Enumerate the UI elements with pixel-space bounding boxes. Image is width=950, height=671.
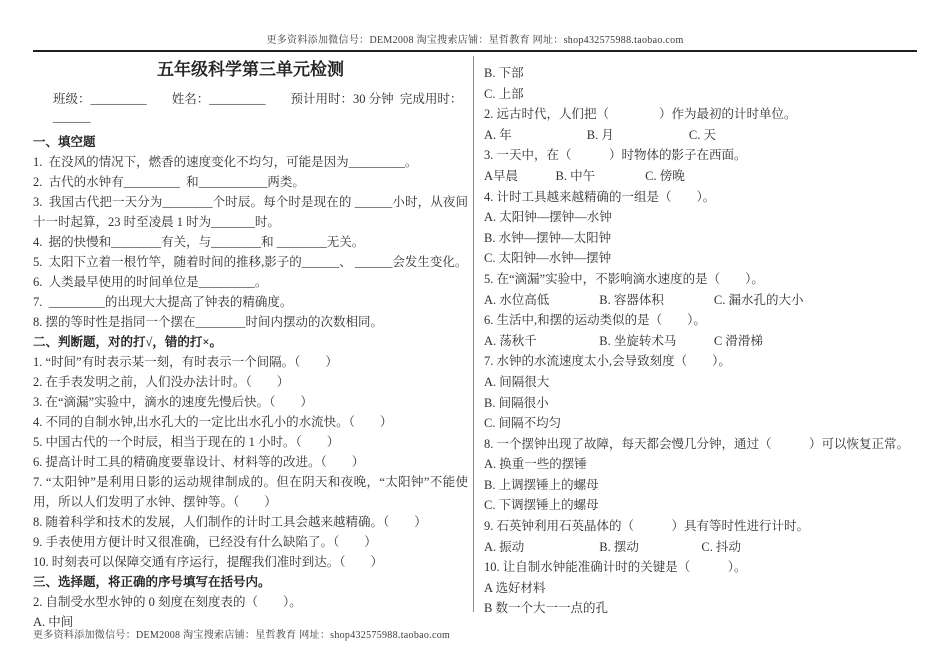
section-heading: 一、填空题 (33, 135, 96, 149)
question-line: 1. 在没风的情况下，燃香的速度变化不均匀，可能是因为_________。 (33, 155, 418, 169)
question-line: 3. 一天中，在（ ）时物体的影子在西面。 (484, 148, 747, 163)
question-line: 4. 不同的自制水钟,出水孔大的一定比出水孔小的水流快。（ ） (33, 415, 393, 429)
promo-footer: 更多资料添加微信号：DEM2008 淘宝搜索店铺：星哲教育 网址：shop432575988.taobao.com (33, 630, 451, 641)
promo-header: 更多资料添加微信号：DEM2008 淘宝搜索店铺：星哲教育 网址：shop432575988.taobao.com (266, 35, 684, 46)
question-line: B. 间隔很小 (484, 395, 549, 410)
question-line: C. 下调摆锤上的螺母 (484, 498, 599, 513)
question-line: A. 年 B. 月 C. 天 (484, 127, 716, 142)
section-heading: 二、判断题，对的打√，错的打×。 (33, 335, 222, 349)
question-line: A. 中间 (33, 615, 74, 629)
question-line: 8. 一个摆钟出现了故障，每天都会慢几分钟，通过（ ）可以恢复正常。 (484, 436, 910, 451)
question-line: 7. “太阳钟”是利用日影的运动规律制成的。但在阴天和夜晚，“太阳钟”不能使用，所以人们发明了水钟、摆钟等。（ ） (33, 475, 468, 509)
question-line: 2. 自制受水型水钟的 0 刻度在刻度表的（ ）。 (33, 595, 302, 609)
student-info-line: 班级：_________ 姓名：_________ 预计用时：30 分钟 完成用时：______ (53, 92, 463, 124)
question-line: A. 换重一些的摆锤 (484, 457, 587, 472)
question-line: A早晨 B. 中午 C. 傍晚 (484, 168, 685, 183)
question-line: 6. 生活中,和摆的运动类似的是（ ）。 (484, 313, 706, 328)
question-line: 8. 摆的等时性是指同一个摆在________时间内摆动的次数相同。 (33, 315, 384, 329)
question-line: 4. 计时工具越来越精确的一组是（ ）。 (484, 189, 716, 204)
question-line: 6. 提高计时工具的精确度要靠设计、材料等的改进。（ ） (33, 455, 365, 469)
question-line: 10. 让自制水钟能准确计时的关键是（ ）。 (484, 560, 747, 575)
question-line: A 选好材料 (484, 580, 546, 595)
question-line: 2. 古代的水钟有_________ 和___________两类。 (33, 175, 305, 189)
question-line: A. 荡秋千 B. 坐旋转术马 C 滑滑梯 (484, 333, 763, 348)
question-line: C. 太阳钟—水钟—摆钟 (484, 251, 612, 266)
question-line: 3. 我国古代把一天分为________个时辰。每个时是现在的 ______小时，从夜间十一时起算，23 时至凌晨 1 时为_______时。 (33, 195, 468, 229)
exam-right-column (474, 56, 917, 616)
question-line: B. 下部 (484, 66, 524, 80)
question-line: B 数一个大一一点的孔 (484, 601, 608, 616)
question-line: 4. 据的快慢和________有关，与________和 ________无关。 (33, 235, 365, 249)
question-line: 7. _________的出现大大提高了钟表的精确度。 (33, 295, 293, 309)
question-line: 9. 手表使用方便计时又很准确，已经没有什么缺陷了。（ ） (33, 535, 377, 549)
question-line: A. 太阳钟—摆钟—水钟 (484, 210, 612, 225)
question-line: 5. 在“滴漏”实验中，不影响滴水速度的是（ ）。 (484, 271, 764, 286)
section-heading: 三、选择题，将正确的序号填写在括号内。 (33, 575, 271, 589)
question-line: C. 间隔不均匀 (484, 416, 562, 431)
question-line: A. 振动 B. 摆动 C. 抖动 (484, 539, 741, 554)
question-line: 5. 中国古代的一个时辰，相当于现在的 1 小时。（ ） (33, 435, 340, 449)
question-line: 2. 在手表发明之前，人们没办法计时。（ ） (33, 375, 290, 389)
question-line: B. 水钟—摆钟—太阳钟 (484, 230, 612, 245)
question-line: 9. 石英钟利用石英晶体的（ ）具有等时性进行计时。 (484, 519, 810, 534)
right-question-list (484, 63, 917, 619)
question-line: 7. 水钟的水流速度太小,会导致刻度（ ）。 (484, 354, 731, 369)
question-line: B. 上调摆锤上的螺母 (484, 477, 599, 492)
question-line: 5. 太阳下立着一根竹竿，随着时间的推移,影子的______、 ______会发生变化。 (33, 255, 468, 269)
question-line: 8. 随着科学和技术的发展，人们制作的计时工具会越来越精确。（ ） (33, 515, 427, 529)
question-line: A. 间隔很大 (484, 374, 550, 389)
question-line: 10. 时刻表可以保障交通有序运行，提醒我们准时到达。（ ） (33, 555, 384, 569)
question-line: 6. 人类最早使用的时间单位是_________。 (33, 275, 268, 289)
left-question-list (33, 132, 468, 632)
question-line: A. 水位高低 B. 容器体积 C. 漏水孔的大小 (484, 292, 804, 307)
question-line: 1. “时间”有时表示某一刻，有时表示一个间隔。（ ） (33, 355, 338, 369)
exam-body (33, 56, 917, 629)
question-line: 2. 远古时代，人们把（ ）作为最初的计时单位。 (484, 107, 797, 122)
exam-left-column (33, 56, 473, 629)
question-line: C. 上部 (484, 86, 524, 101)
header-rule (33, 50, 917, 52)
exam-title: 五年级科学第三单元检测 (157, 60, 344, 79)
question-line: 3. 在“滴漏”实验中，滴水的速度先慢后快。（ ） (33, 395, 313, 409)
